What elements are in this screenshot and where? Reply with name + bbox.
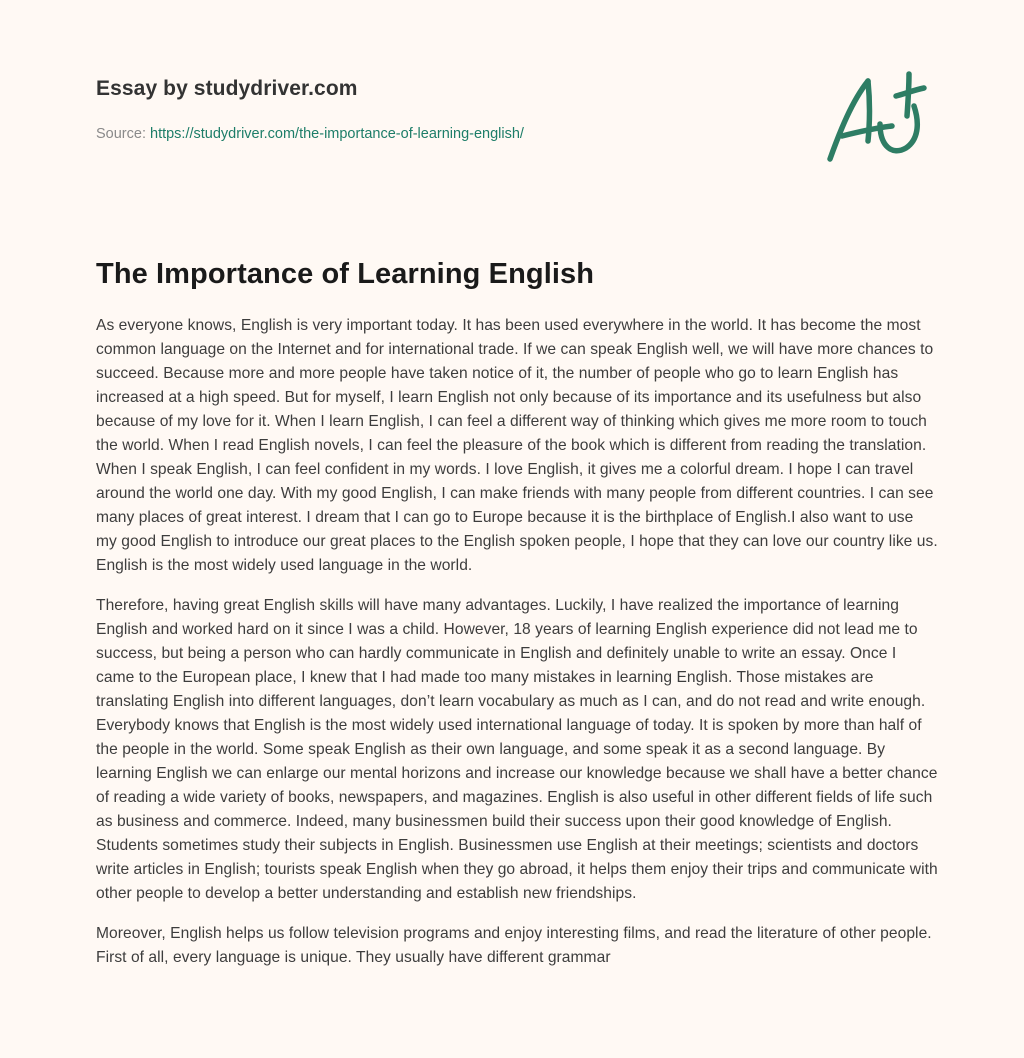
essay-paragraph-continuation: First of all, every language is unique. They usually have different grammar (96, 949, 611, 966)
essay-body (96, 314, 938, 986)
a-plus-grade-icon (820, 66, 930, 166)
essay-paragraph: As everyone knows, English is very important today. It has been used everywhere in the world. It has become the most common language on the Internet and for international trade. If we can speak English well, we will have more chances to succeed. Because more and more people have taken notice of it, the number of people who go to learn English has increased at a high speed. But for myself, I learn English not only because of its importance and its usefulness but also because of my love for it. When I learn English, I can feel a different way of thinking which gives me more room to touch the world. When I read English novels, I can feel the pleasure of the book which is different from reading the translation. When I speak English, I can feel confident in my words. I love English, it gives me a colorful dream. I hope I can travel around the world one day. With my good English, I can make friends with many people from different countries. I can see many places of great interest. I dream that I can go to Europe because it is the birthplace of English.I also want to use my good English to introduce our great places to the English spoken people, I hope that they can love our country like us. English is the most widely used language in the world. (96, 317, 938, 574)
source-label: Source: (96, 126, 150, 142)
essay-header (96, 74, 796, 144)
source-link[interactable]: https://studydriver.com/the-importance-of-learning-english/ (150, 126, 524, 142)
source-line (96, 124, 796, 144)
essay-title: The Importance of Learning English (96, 258, 595, 290)
site-title: Essay by studydriver.com (96, 77, 358, 100)
essay-paragraph (96, 922, 938, 970)
essay-paragraph: Therefore, having great English skills will have many advantages. Luckily, I have realized the importance of learning English and worked hard on it since I was a child. However, 18 years of learning English experience did not lead me to success, but being a person who can hardly communicate in English and definitely unable to write an essay. Once I came to the European place, I knew that I had made too many mistakes in learning English. Those mistakes are translating English into different languages, don’t learn vocabulary as much as I can, and do not read and write enough. Everybody knows that English is the most widely used international language of today. It is spoken by more than half of the people in the world. Some speak English as their own language, and some speak it as a second language. By learning English we can enlarge our mental horizons and increase our knowledge because we shall have a better chance of reading a wide variety of books, newspapers, and magazines. English is also useful in other different fields of life such as business and commerce. Indeed, many businessmen build their success upon their good knowledge of English. Students sometimes study their subjects in English. Businessmen use English at their meetings; scientists and doctors write articles in English; tourists speak English when they go abroad, it helps them enjoy their trips and communicate with other people to develop a better understanding and establish new friendships. (96, 597, 938, 902)
essay-paragraph-text: Moreover, English helps us follow television programs and enjoy interesting films, and read the literature of other people. (96, 925, 932, 942)
